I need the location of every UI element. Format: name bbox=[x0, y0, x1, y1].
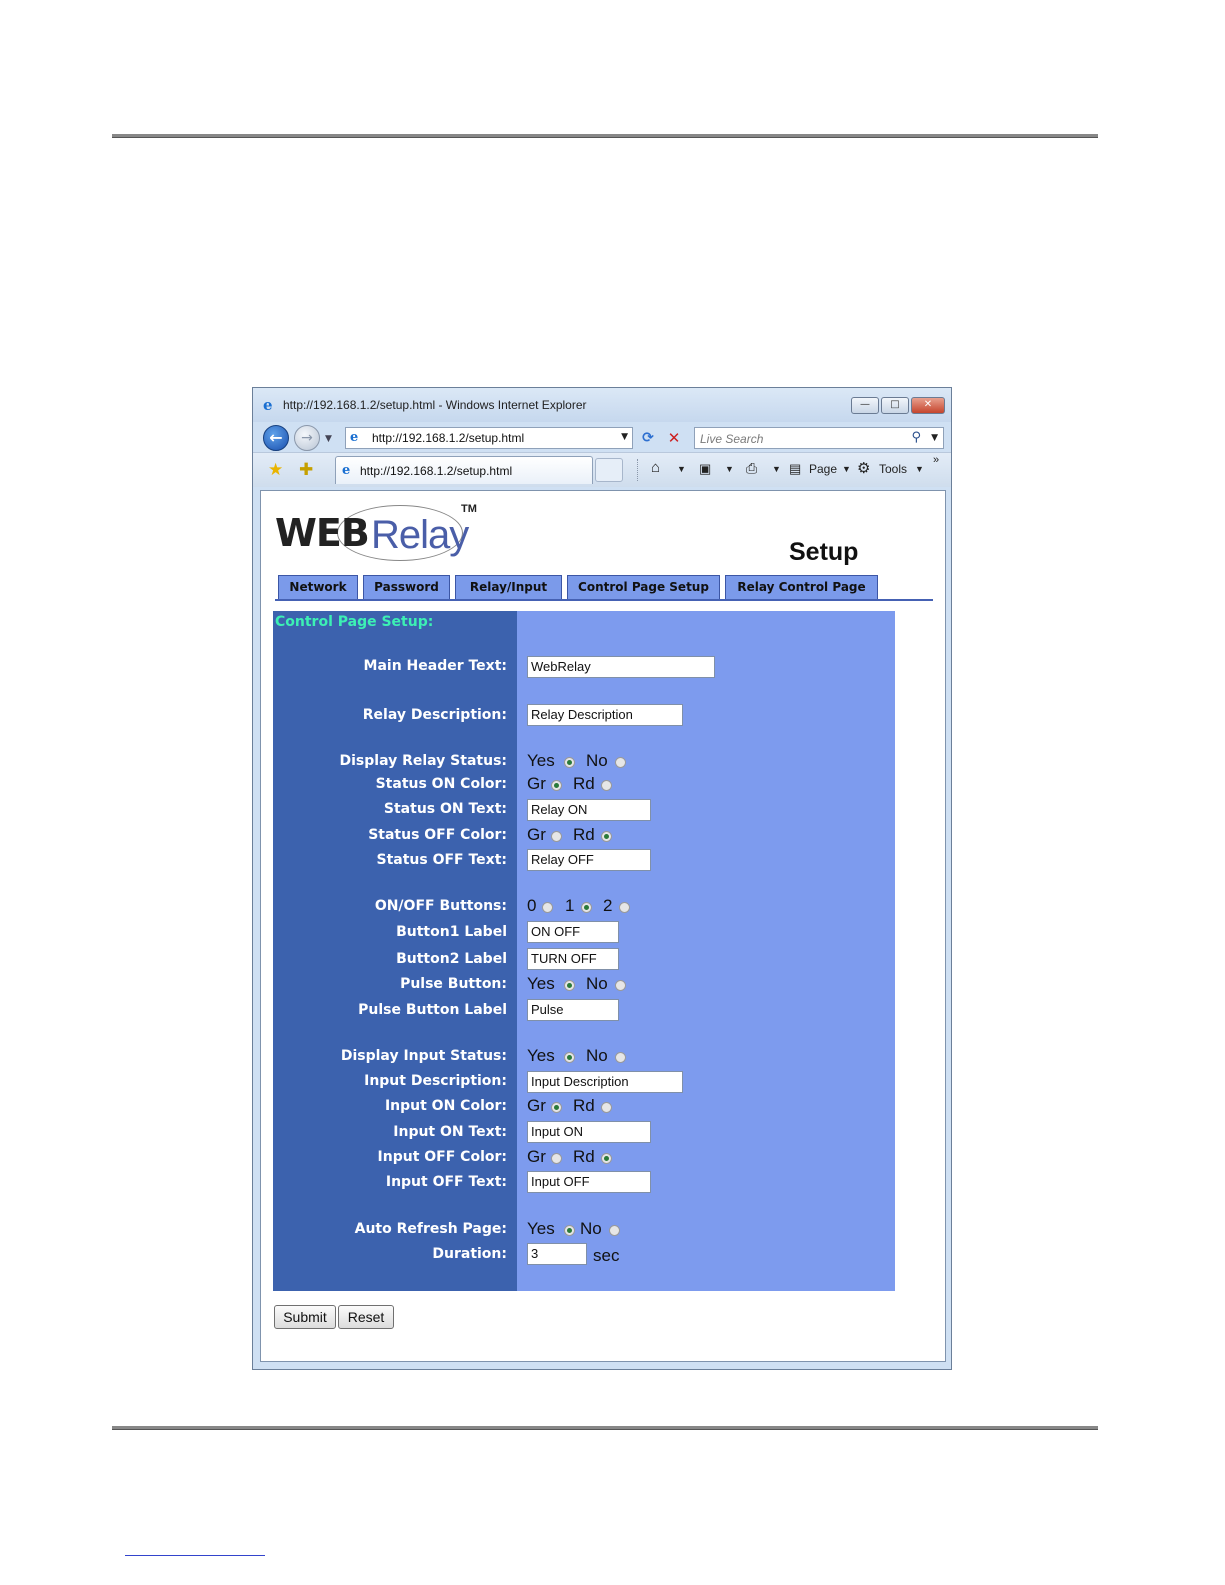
auto-refresh-yes-label: Yes bbox=[527, 1219, 555, 1238]
refresh-icon[interactable]: ⟳ bbox=[642, 430, 654, 446]
tab-network[interactable]: Network bbox=[278, 575, 358, 599]
section-title: Control Page Setup: bbox=[275, 614, 434, 630]
pulse-no-radio[interactable] bbox=[615, 980, 626, 991]
webrelay-logo bbox=[275, 503, 477, 565]
input-off-text-label: Input OFF Text: bbox=[385, 1174, 507, 1190]
print-dropdown-icon[interactable]: ▼ bbox=[772, 464, 781, 474]
button2-label-input[interactable]: TURN OFF bbox=[527, 948, 619, 970]
auto-refresh-yes-radio[interactable] bbox=[564, 1225, 575, 1236]
tab-title: http://192.168.1.2/setup.html bbox=[360, 464, 513, 478]
input-off-color-label: Input OFF Color: bbox=[377, 1149, 507, 1165]
browser-window bbox=[252, 387, 952, 1370]
pulse-no-label: No bbox=[586, 974, 608, 993]
input-status-yes-radio[interactable] bbox=[564, 1052, 575, 1063]
control-page-form bbox=[273, 611, 895, 1291]
favorites-star-icon[interactable]: ★ bbox=[268, 460, 284, 480]
bottom-rule bbox=[112, 1426, 1098, 1430]
status-on-gr-label: Gr bbox=[527, 774, 546, 793]
reset-button[interactable]: Reset bbox=[338, 1305, 394, 1329]
status-off-text-label: Status OFF Text: bbox=[376, 852, 507, 868]
display-relay-status-label: Display Relay Status: bbox=[339, 753, 507, 769]
title-bar bbox=[253, 388, 951, 422]
back-button[interactable]: ← bbox=[263, 425, 289, 451]
duration-input[interactable]: 3 bbox=[527, 1243, 587, 1265]
status-on-gr-radio[interactable] bbox=[551, 780, 562, 791]
feeds-icon[interactable]: ▣ bbox=[699, 461, 712, 476]
onoff-2-label: 2 bbox=[603, 896, 613, 915]
forward-button[interactable]: → bbox=[294, 425, 320, 451]
input-description-input[interactable]: Input Description bbox=[527, 1071, 683, 1093]
address-bar[interactable] bbox=[345, 427, 633, 449]
input-status-no-label: No bbox=[586, 1046, 608, 1065]
page-icon: e bbox=[350, 430, 359, 445]
input-on-gr-label: Gr bbox=[527, 1096, 546, 1115]
new-tab-button[interactable] bbox=[595, 458, 623, 482]
feeds-dropdown-icon[interactable]: ▼ bbox=[725, 464, 734, 474]
tab-relay-input[interactable]: Relay/Input bbox=[455, 575, 562, 599]
status-on-text-input[interactable]: Relay ON bbox=[527, 799, 651, 821]
status-on-rd-radio[interactable] bbox=[601, 780, 612, 791]
page-dropdown-icon[interactable]: ▼ bbox=[842, 464, 851, 474]
add-favorite-icon[interactable]: ✚ bbox=[299, 460, 314, 480]
status-on-color-label: Status ON Color: bbox=[375, 776, 507, 792]
onoff-0-radio[interactable] bbox=[542, 902, 553, 913]
status-on-text-label: Status ON Text: bbox=[383, 801, 507, 817]
minimize-button[interactable]: — bbox=[851, 397, 879, 414]
address-text[interactable]: http://192.168.1.2/setup.html bbox=[372, 431, 525, 445]
status-on-rd-label: Rd bbox=[573, 774, 595, 793]
input-off-rd-label: Rd bbox=[573, 1147, 595, 1166]
stop-icon[interactable]: ✕ bbox=[667, 429, 681, 447]
input-off-gr-label: Gr bbox=[527, 1147, 546, 1166]
tab-page-icon: e bbox=[342, 463, 351, 478]
relay-description-input[interactable]: Relay Description bbox=[527, 704, 683, 726]
status-off-color-label: Status OFF Color: bbox=[368, 827, 507, 843]
status-off-rd-label: Rd bbox=[573, 825, 595, 844]
input-on-text-label: Input ON Text: bbox=[393, 1124, 507, 1140]
tools-menu[interactable]: Tools bbox=[879, 462, 908, 476]
status-off-rd-radio[interactable] bbox=[601, 831, 612, 842]
page-menu-icon[interactable]: ▤ bbox=[789, 461, 802, 476]
auto-refresh-no-label: No bbox=[580, 1219, 602, 1238]
print-icon[interactable]: ⎙ bbox=[746, 460, 758, 476]
search-icon[interactable]: ⚲ bbox=[911, 430, 921, 445]
pulse-yes-radio[interactable] bbox=[564, 980, 575, 991]
status-off-text-input[interactable]: Relay OFF bbox=[527, 849, 651, 871]
relay-description-label: Relay Description: bbox=[362, 707, 507, 723]
tab-bar bbox=[253, 452, 951, 487]
onoff-2-radio[interactable] bbox=[619, 902, 630, 913]
input-on-rd-radio[interactable] bbox=[601, 1102, 612, 1113]
window-title: http://192.168.1.2/setup.html - Windows Internet Explorer bbox=[283, 398, 587, 412]
relay-status-yes-label: Yes bbox=[527, 751, 555, 770]
address-dropdown-icon[interactable]: ▼ bbox=[621, 432, 628, 442]
input-off-rd-radio[interactable] bbox=[601, 1153, 612, 1164]
navigation-bar bbox=[253, 422, 951, 452]
search-placeholder: Live Search bbox=[700, 432, 764, 446]
onoff-buttons-label: ON/OFF Buttons: bbox=[374, 898, 507, 914]
input-off-gr-radio[interactable] bbox=[551, 1153, 562, 1164]
search-box[interactable] bbox=[694, 427, 944, 449]
onoff-1-label: 1 bbox=[565, 896, 575, 915]
input-on-text-input[interactable]: Input ON bbox=[527, 1121, 651, 1143]
relay-status-no-label: No bbox=[586, 751, 608, 770]
pulse-button-label-input[interactable]: Pulse bbox=[527, 999, 619, 1021]
status-off-gr-label: Gr bbox=[527, 825, 546, 844]
logo-web-text: WEB bbox=[275, 511, 369, 555]
input-off-text-input[interactable]: Input OFF bbox=[527, 1171, 651, 1193]
tab-password[interactable]: Password bbox=[363, 575, 450, 599]
home-dropdown-icon[interactable]: ▼ bbox=[677, 464, 686, 474]
page-menu[interactable]: Page bbox=[809, 462, 838, 476]
maximize-button[interactable]: □ bbox=[881, 397, 909, 414]
logo-relay-text: Relay bbox=[371, 513, 469, 557]
footer-link-underline[interactable] bbox=[125, 1555, 265, 1556]
chevron-icon[interactable]: » bbox=[933, 454, 940, 466]
display-input-status-label: Display Input Status: bbox=[340, 1048, 507, 1064]
auto-refresh-no-radio[interactable] bbox=[609, 1225, 620, 1236]
input-on-rd-label: Rd bbox=[573, 1096, 595, 1115]
tools-gear-icon[interactable]: ⚙ bbox=[857, 460, 871, 477]
page-title: Setup bbox=[789, 538, 859, 566]
auto-refresh-label: Auto Refresh Page: bbox=[354, 1221, 507, 1237]
input-status-yes-label: Yes bbox=[527, 1046, 555, 1065]
top-rule bbox=[112, 134, 1098, 138]
main-header-text-label: Main Header Text: bbox=[363, 658, 507, 674]
tab-relay-control-page[interactable]: Relay Control Page bbox=[725, 575, 878, 599]
input-description-label: Input Description: bbox=[364, 1073, 507, 1089]
input-on-gr-radio[interactable] bbox=[551, 1102, 562, 1113]
button2-label-label: Button2 Label bbox=[396, 951, 507, 967]
search-dropdown-icon[interactable]: ▼ bbox=[931, 433, 938, 443]
onoff-0-label: 0 bbox=[527, 896, 537, 915]
button1-label-label: Button1 Label bbox=[396, 924, 507, 940]
button1-label-input[interactable]: ON OFF bbox=[527, 921, 619, 943]
pulse-button-label-label: Pulse Button Label bbox=[358, 1002, 507, 1018]
browser-tab[interactable] bbox=[335, 456, 593, 484]
duration-label: Duration: bbox=[432, 1246, 507, 1262]
logo-trademark: TM bbox=[461, 503, 477, 515]
ie-logo-icon: e bbox=[263, 396, 273, 414]
relay-status-yes-radio[interactable] bbox=[564, 757, 575, 768]
duration-unit: sec bbox=[593, 1246, 620, 1265]
main-header-text-input[interactable]: WebRelay bbox=[527, 656, 715, 678]
tools-dropdown-icon[interactable]: ▼ bbox=[915, 464, 924, 474]
close-button[interactable]: ✕ bbox=[911, 397, 945, 414]
tab-underline bbox=[275, 599, 933, 601]
home-icon[interactable]: ⌂ bbox=[651, 459, 661, 476]
relay-status-no-radio[interactable] bbox=[615, 757, 626, 768]
input-status-no-radio[interactable] bbox=[615, 1052, 626, 1063]
status-off-gr-radio[interactable] bbox=[551, 831, 562, 842]
onoff-1-radio[interactable] bbox=[581, 902, 592, 913]
input-on-color-label: Input ON Color: bbox=[384, 1098, 507, 1114]
pulse-yes-label: Yes bbox=[527, 974, 555, 993]
tab-control-page-setup[interactable]: Control Page Setup bbox=[567, 575, 720, 599]
history-dropdown-icon[interactable]: ▼ bbox=[325, 434, 332, 444]
page-viewport bbox=[260, 490, 946, 1362]
submit-button[interactable]: Submit bbox=[274, 1305, 336, 1329]
pulse-button-label: Pulse Button: bbox=[400, 976, 507, 992]
toolbar-separator bbox=[637, 459, 639, 481]
